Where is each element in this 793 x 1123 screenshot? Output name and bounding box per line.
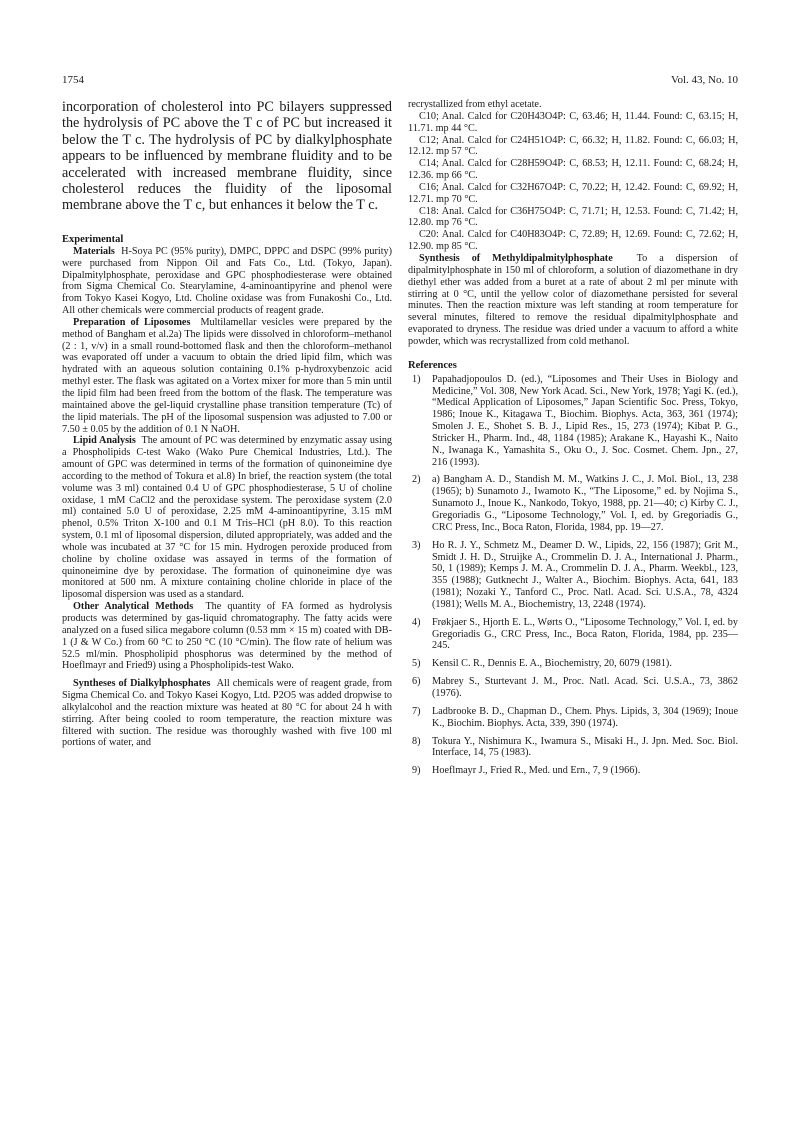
reference-text: Kensil C. R., Dennis E. A., Biochemistry, 20, 6079 (1981). (432, 658, 672, 670)
references-heading: References (408, 359, 457, 371)
page-number: 1754 (62, 74, 84, 86)
reference-text: Hoeflmayr J., Fried R., Med. und Ern., 7, 9 (1966). (432, 765, 641, 777)
intro-paragraph: incorporation of cholesterol into PC bilayers suppressed the hydrolysis of PC above the T c of PC but increased it below the T c. The hydrolysis of PC by dialkylphosphate appears to be influenced by membrane fluidity and to be accelerated with increased membrane fluidity, since cholesterol reduces the fluidity of the liposomal membrane above the T c, but enhances it below the T c. (62, 99, 392, 214)
methyl-synthesis-paragraph (408, 253, 738, 348)
reference-item (408, 474, 738, 533)
materials-text: H-Soya PC (95% purity), DMPC, DPPC and DSPC (99% purity) were purchased from Nippon Oil and Fats Co., Ltd. (Tokyo, Japan). Dipalmitylphosphate, peroxidase and GPC phosphodiesterase were obtained from Sigma Chemical Co. Stearylamine, 4-aminoantipyrine and phenol were from Tokyo Kasei Kogyo, Ltd. Choline oxidase was from Funakoshi Co., Ltd. All other chemicals were commercial products of reagent grade. (62, 245, 393, 317)
reference-number: 8) (412, 735, 421, 747)
lipid-analysis-paragraph (62, 435, 392, 601)
lipid-analysis-heading: Lipid Analysis (73, 435, 136, 447)
reference-text: Ho R. J. Y., Schmetz M., Deamer D. W., Lipids, 22, 156 (1987); Grit M., Smidt J. H. D., Struijke A., Crommelin D. J. A., International J. Pharm., 50, 1 (1989); Kemps J. M. A., Crommelin D. J. A., Pharm. Weekbl., 123, 355 (1988); Gutknecht J., Walter A., Biochim. Biophys. Acta, 641, 183 (1981); Nozaki Y., Tanford C., Proc. Natl. Acad. Sci. U.S.A., 78, 4324 (1981); Wells M. A., Biochemistry, 13, 2248 (1974). (432, 539, 738, 610)
reference-item (408, 540, 738, 611)
liposomes-paragraph (62, 317, 392, 435)
experimental-heading: Experimental (62, 233, 124, 245)
reference-number: 6) (412, 676, 421, 688)
reference-number: 9) (412, 765, 421, 777)
reference-item (408, 374, 738, 469)
right-column (408, 99, 738, 783)
analysis-c12: C12; Anal. Calcd for C24H51O4P: C, 66.32; H, 11.82. Found: C, 66.03; H, 12.12. mp 57 °C. (408, 134, 738, 158)
analysis-c18: C18: Anal. Calcd for C36H75O4P: C, 71.71; H, 12.53. Found: C, 71.42; H, 12.80. mp 76 °C. (408, 205, 738, 229)
analysis-c16: C16; Anal. Calcd for C32H67O4P: C, 70.22; H, 12.42. Found: C, 69.92; H, 12.71. mp 70 °C. (408, 181, 738, 205)
reference-number: 4) (412, 616, 421, 628)
reference-number: 1) (412, 373, 421, 385)
syntheses-text: All chemicals were of reagent grade, from Sigma Chemical Co. and Tokyo Kasei Kogyo, Ltd. P2O5 was added dropwise to alkylalcohol and the reaction mixture was heated at 80 °C for about 24 h with stirring. After being cooled to room temperature, the reaction mixture was filtered with suction. The residue was thoroughly washed with five 100 ml portions of water, and (62, 678, 393, 749)
other-methods-paragraph (62, 601, 392, 672)
lipid-analysis-text: The amount of PC was determined by enzymatic assay using a Phospholipids C-test Wako (Wako Pure Chemical Industries, Ltd.). The amount of GPC was determined in terms of the formation of quinoneimine dye according to the method of Tokura et al.8) In brief, the reaction system (the total volume was 3 ml) contained 0.4 U of GPC phosphodiesterase, 5 U of choline oxidase, 1 mM CaCl2 and the peroxidase system. The peroxidase system (2.0 ml) contained 5.0 U of peroxidase, 2.25 mM 4-aminoantipyrine, 3.15 mM phenol, 0.5% Triton X-100 and 0.1 M Tris–HCl (pH 8.0). To this reaction system, 0.1 ml of liposomal dispersion, diluted appropriately, was added and the whole was incubated at 37 °C for 15 min. Hydrogen peroxide produced from choline by choline oxidase was assayed in terms of the formation of quinoneimine dye by peroxidase. The formation of quinoneimine dye was monitored at 500 nm. A mixture containing choline chloride in place of the liposomal dispersion was used as a standard. (62, 435, 393, 601)
analysis-c10: C10; Anal. Calcd for C20H43O4P: C, 63.46; H, 11.44. Found: C, 63.15; H, 11.71. mp 44 °C. (408, 110, 738, 134)
continuation-text: recrystallized from ethyl acetate. (408, 99, 542, 110)
volume-issue: Vol. 43, No. 10 (670, 74, 738, 86)
reference-number: 2) (412, 474, 421, 486)
liposomes-text: Multilamellar vesicles were prepared by the method of Bangham et al.2a) The lipids were dissolved in chloroform–methanol (2 : 1, v/v) in a small round-bottomed flask and then the chloroform–methanol was evaporated off under a vacuum to obtain the dried lipid film, which was hydrated with an aqueous solution containing 0.1% p-hydroxybenzoic acid methyl ester. The flask was agitated on a Vortex mixer for more than 5 min until the lipid film had been freed from the bottom of the flask. The temperature was maintained above the gel-liquid crystalline phase transition temperature (Tc) of the lipid materials. The pH of the liposomal suspension was adjusted to 7.00 or 7.50 ± 0.05 by the addition of 0.1 N NaOH. (62, 316, 393, 435)
reference-item (408, 706, 738, 730)
reference-text: Papahadjopoulos D. (ed.), “Liposomes and Their Uses in Biology and Medicine,” Vol. 308, New York Acad. Sci., New York, 1978; Yagi K. (ed.), “Medical Application of Liposomes,” Japan Scientific Soc. Press, Tokyo, 1986; Inoue K., Kitagawa T., Biochim. Biophys. Acta, 363, 361 (1974); Smolen J. E., Shohet S. B. J., Lipid Res., 15, 273 (1974); Kibat P. G., Stricker H., Pharm. Ind., 48, 1184 (1985); Arakane K., Hayashi K., Naito N., Iwanaga K., Yamashita S., Oku O., J. Soc. Cosmet. Chem. Jpn., 27, 216 (1993). (432, 373, 738, 468)
reference-item (408, 617, 738, 653)
reference-text: Ladbrooke B. D., Chapman D., Chem. Phys. Lipids, 3, 304 (1969); Inoue K., Biochim. Biophys. Acta, 339, 390 (1974). (432, 705, 738, 729)
reference-item (408, 676, 738, 700)
reference-number: 5) (412, 658, 421, 670)
reference-item (408, 736, 738, 760)
methyl-synthesis-heading: Synthesis of Methyldipalmitylphosphate (419, 252, 613, 264)
other-methods-heading: Other Analytical Methods (73, 601, 194, 613)
liposomes-heading: Preparation of Liposomes (73, 316, 191, 328)
reference-text: Frøkjaer S., Hjorth E. L., Wørts O., “Liposome Technology,” Vol. I, ed. by Gregoriadis G., CRC Press, Inc., Boca Raton, Florida, 1984, pp. 235—245. (432, 616, 738, 652)
syntheses-heading: Syntheses of Dialkylphosphates (73, 678, 211, 690)
reference-item (408, 658, 738, 670)
reference-text: Mabrey S., Sturtevant J. M., Proc. Natl. Acad. Sci. U.S.A., 73, 3862 (1976). (432, 676, 738, 699)
analysis-c20: C20: Anal. Calcd for C40H83O4P: C, 72.89; H, 12.69. Found: C, 72.62; H, 12.90. mp 85 °C. (408, 229, 738, 253)
reference-item (408, 765, 738, 777)
reference-text: a) Bangham A. D., Standish M. M., Watkins J. C., J. Mol. Biol., 13, 238 (1965); b) Sunamoto J., Iwamoto K., “The Liposome,” ed. by Nojima S., Sunamoto J., Inoue K., Nankodo, Tokyo, 1988, pp. 21—40; c) Kirby C. J., Gregoriadis G., “Liposome Technology,” Vol. I, ed. by Gregoriadis G., CRC Press, Inc., Boca Raton, Florida, 1984, pp. 19—27. (432, 474, 738, 533)
materials-heading: Materials (73, 245, 115, 257)
reference-text: Tokura Y., Nishimura K., Iwamura S., Misaki H., J. Jpn. Med. Soc. Biol. Interface, 14, 75 (1983). (432, 735, 738, 759)
syntheses-paragraph (62, 678, 392, 749)
left-column (62, 99, 392, 749)
reference-number: 3) (412, 539, 421, 551)
methyl-synthesis-text: To a dispersion of dipalmitylphosphate in 150 ml of chloroform, a solution of diazomethane in dry diethyl ether was added from a buret at a rate of about 2 ml per minute with stirring at 0 °C, until the yellow color of diazomethane persisted for several minutes. Then the reaction mixture was left standing at room temperature for several minutes, filtered to remove the residual dipalmitylphosphate and evaporated to dryness. The residue was dried under a vacuum to afford a white powder, which was recrystallized from cold methanol. (408, 252, 738, 347)
analysis-c14: C14; Anal. Calcd for C28H59O4P: C, 68.53; H, 12.11. Found: C, 68.24; H, 12.36. mp 66 °C. (408, 158, 738, 182)
materials-paragraph (62, 246, 392, 317)
other-methods-text: The quantity of FA formed as hydrolysis products was determined by gas-liquid chromatography. The fatty acids were analyzed on a fused silica megabore column (0.53 mm × 15 m) coated with DB-1 (J & W Co.) from 60 °C to 250 °C (10 °C/min). The flow rate of helium was 52.5 ml/min. Phospholipid phosphorus was determined by the method of Hoeflmayr and Fried9) using a Phospholipids-test Wako. (62, 601, 392, 672)
reference-number: 7) (412, 705, 421, 717)
